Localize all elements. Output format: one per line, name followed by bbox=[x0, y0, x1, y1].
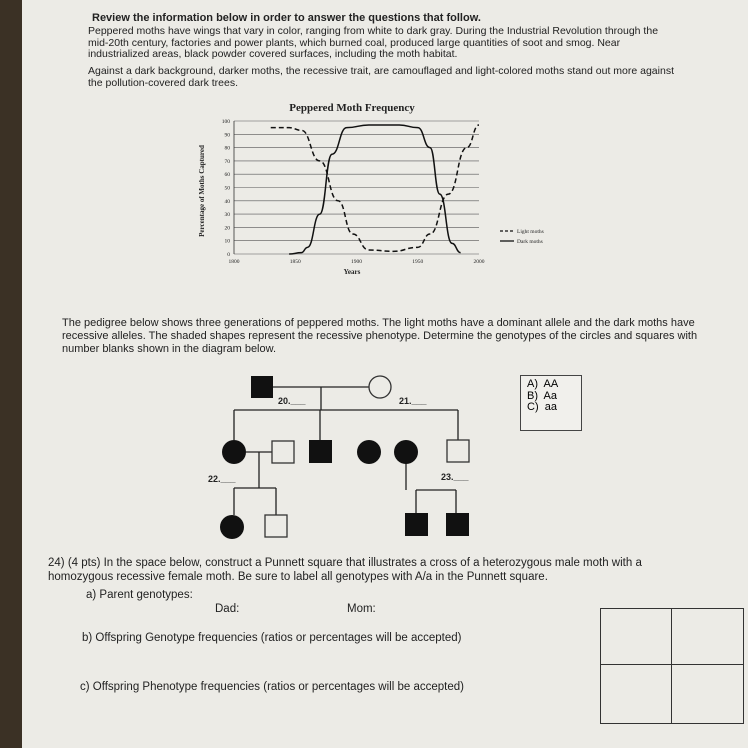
generation2-light-male bbox=[272, 441, 294, 463]
series-line-1 bbox=[289, 125, 461, 254]
chart-title: Peppered Moth Frequency bbox=[289, 102, 415, 114]
genotype-frequency-prompt: b) Offspring Genotype frequencies (ratios or percentages will be accepted) bbox=[82, 632, 462, 644]
generation3-dark-male bbox=[405, 513, 428, 536]
y-tick-label: 100 bbox=[221, 119, 230, 125]
blank-23[interactable]: 23.___ bbox=[441, 472, 469, 482]
punnett-horizontal-divider bbox=[601, 664, 743, 665]
y-tick-label: 80 bbox=[224, 145, 230, 152]
y-axis-label: Percentage of Moths Captured bbox=[198, 145, 206, 237]
legend-label-1: Dark moths bbox=[517, 239, 543, 245]
option-b: B) Aa bbox=[527, 389, 557, 402]
punnett-vertical-divider bbox=[671, 609, 672, 723]
y-tick-label: 10 bbox=[224, 238, 230, 245]
blank-20[interactable]: 20.___ bbox=[278, 396, 306, 406]
punnett-square[interactable] bbox=[600, 608, 744, 724]
parent-genotypes-label: a) Parent genotypes: bbox=[86, 589, 193, 601]
x-tick-label: 1900 bbox=[351, 259, 362, 265]
pedigree-diagram bbox=[22, 370, 502, 545]
generation2-dark-female-2 bbox=[357, 440, 381, 464]
genotype-options-box bbox=[520, 375, 582, 431]
mom-label: Mom: bbox=[347, 603, 376, 615]
chart-legend bbox=[500, 229, 544, 245]
y-tick-label: 60 bbox=[224, 172, 230, 179]
worksheet-page bbox=[22, 0, 748, 748]
y-tick-label: 20 bbox=[224, 225, 230, 232]
peppered-moth-chart bbox=[22, 96, 748, 286]
y-tick-label: 50 bbox=[224, 185, 230, 192]
question-24-stem: 24) (4 pts) In the space below, construct a Punnett square that illustrates a cross of a heterozygous male moth with a homozygous recessive female moth. Be sure to label all genotypes with A/a in the Punnett square. bbox=[48, 557, 642, 583]
legend-label-0: Light moths bbox=[517, 229, 544, 235]
generation2-dark-male bbox=[309, 440, 332, 463]
generation1-dark-male bbox=[251, 376, 273, 398]
x-tick-label: 1850 bbox=[289, 259, 301, 265]
x-axis-label: Years bbox=[343, 268, 361, 276]
option-c: C) aa bbox=[527, 401, 557, 413]
dad-label: Dad: bbox=[215, 603, 240, 615]
x-tick-label: 2000 bbox=[473, 259, 485, 265]
intro-paragraph-2: Against a dark background, darker moths, the recessive trait, are camouflaged and light-colored moths stand out more against the pollution-covered dark trees. bbox=[88, 65, 674, 89]
intro-paragraph-1: Peppered moths have wings that vary in color, ranging from white to dark gray. During the Industrial Revolution through the mid-20th century, factories and power plants, which burned coal, produced large quantities of soot and smog. Near industrialized areas, black powder covered surfaces, including the moth habitat. bbox=[88, 25, 659, 60]
generation3-dark-male-2 bbox=[446, 513, 469, 536]
x-tick-label: 1950 bbox=[412, 259, 424, 265]
y-tick-labels bbox=[222, 119, 231, 258]
generation2-dark-female bbox=[222, 440, 246, 464]
blank-22[interactable]: 22.___ bbox=[208, 474, 236, 484]
y-tick-label: 30 bbox=[224, 212, 230, 219]
chart-grid bbox=[234, 121, 479, 254]
generation1-light-female bbox=[369, 376, 391, 398]
y-tick-label: 70 bbox=[224, 158, 230, 165]
generation3-dark-female bbox=[220, 515, 244, 539]
phenotype-frequency-prompt: c) Offspring Phenotype frequencies (ratios or percentages will be accepted) bbox=[80, 681, 464, 693]
x-tick-label: 1800 bbox=[228, 259, 240, 265]
x-tick-labels bbox=[229, 259, 485, 265]
y-tick-label: 0 bbox=[227, 252, 230, 258]
intro-heading: Review the information below in order to answer the questions that follow. bbox=[92, 12, 481, 24]
generation2-light-male-2 bbox=[447, 440, 469, 462]
pedigree-instructions: The pedigree below shows three generations of peppered moths. The light moths have a dominant allele and the dark moths have recessive alleles. The shaded shapes represent the recessive phenotype. Determine the genotypes of the circles and squares with number blanks shown in the diagram below. bbox=[62, 317, 698, 355]
generation3-light-male bbox=[265, 515, 287, 537]
blank-21[interactable]: 21.___ bbox=[399, 396, 427, 406]
option-a: A) AA bbox=[527, 378, 559, 390]
y-tick-label: 40 bbox=[224, 198, 230, 205]
y-tick-label: 90 bbox=[224, 132, 230, 139]
chart-series bbox=[271, 125, 479, 254]
generation2-dark-female-3 bbox=[394, 440, 418, 464]
